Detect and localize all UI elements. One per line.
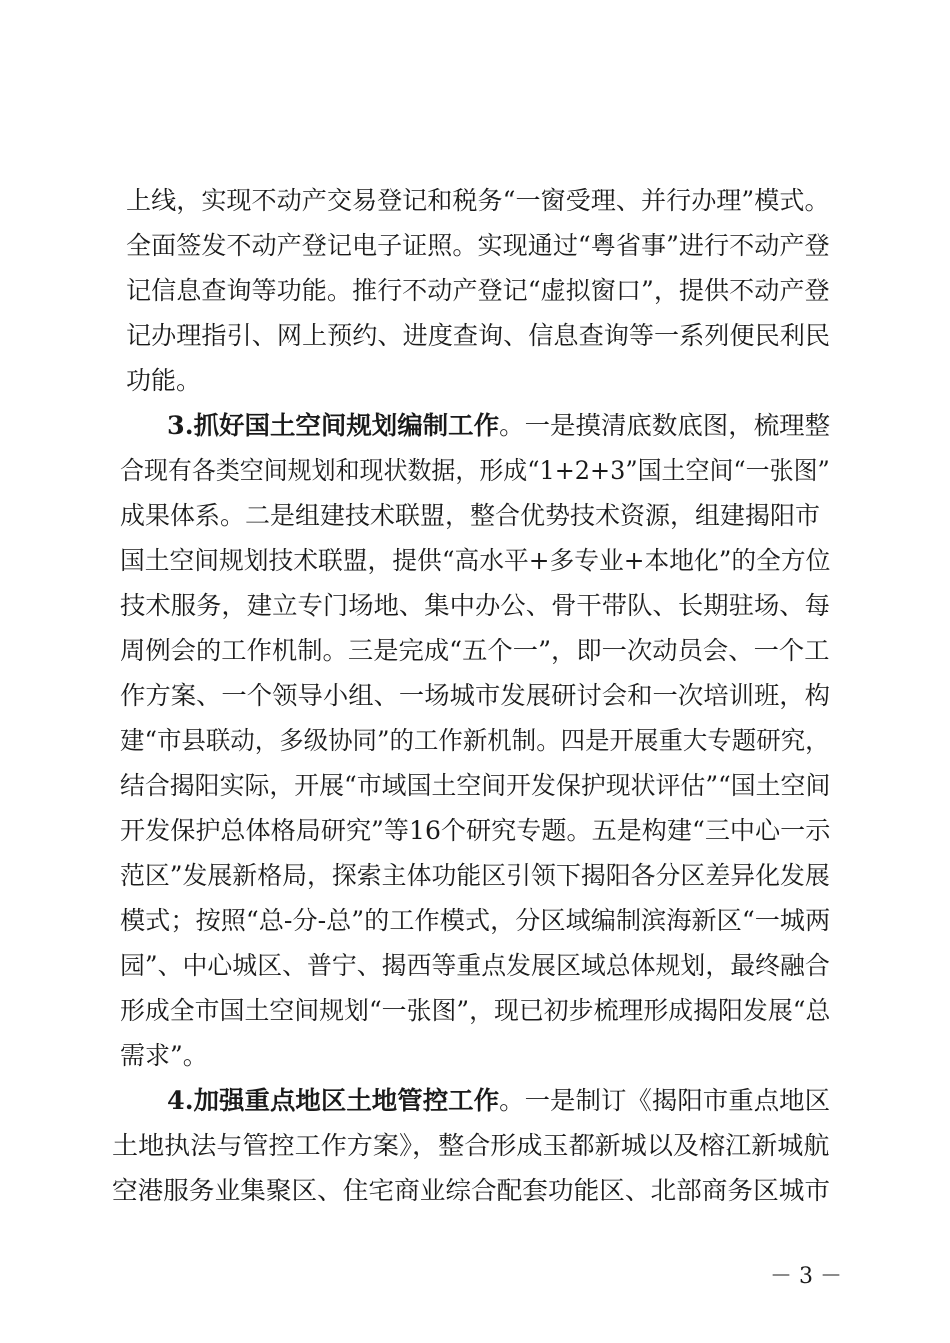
text-line [120, 541, 830, 581]
text-segment: 全面签发不动产登记电子证照。实现通过“粤省事”进行不动产登 [126, 231, 830, 260]
text-line [126, 181, 830, 221]
text-line [120, 856, 830, 896]
text-line [167, 406, 830, 446]
text-segment: 作方案、一个领导小组、一场城市发展研讨会和一次培训班，构 [120, 681, 831, 710]
text-segment: 园”、中心城区、普宁、揭西等重点发展区域总体规划，最终融合 [120, 951, 830, 980]
text-line [120, 586, 830, 626]
text-line [112, 1126, 829, 1166]
text-segment: 周例会的工作机制。三是完成“五个一”，即一次动员会、一个工 [120, 636, 830, 665]
text-line [120, 451, 830, 491]
text-segment: 技术服务，建立专门场地、集中办公、骨干带队、长期驻场、每 [120, 591, 831, 620]
text-segment: 记信息查询等功能。推行不动产登记“虚拟窗口”，提供不动产登 [126, 276, 830, 305]
text-segment: 。一是制订《揭阳市重点地区 [499, 1086, 831, 1115]
section-heading: 3.抓好国土空间规划编制工作 [167, 411, 500, 440]
text-line [126, 226, 830, 266]
text-segment: 形成全市国土空间规划“一张图”，现已初步梳理形成揭阳发展“总 [120, 996, 831, 1025]
text-segment: 结合揭阳实际，开展“市域国土空间开发保护现状评估”“国土空间 [120, 771, 831, 800]
text-segment: 。一是摸清底数底图，梳理整 [499, 411, 831, 440]
text-line [120, 496, 820, 536]
text-segment: 开发保护总体格局研究”等16个研究专题。五是构建“三中心一示 [120, 816, 831, 845]
text-segment: 范区”发展新格局，探索主体功能区引领下揭阳各分区差异化发展 [120, 861, 830, 890]
text-line [120, 991, 830, 1031]
text-segment: 空港服务业集聚区、住宅商业综合配套功能区、北部商务区城市 [112, 1176, 831, 1205]
text-line [126, 271, 830, 311]
text-line [120, 766, 830, 806]
text-segment: 上线，实现不动产交易登记和税务“一窗受理、并行办理”模式。 [126, 186, 830, 215]
text-line [167, 1081, 830, 1121]
section-heading: 4.加强重点地区土地管控工作 [167, 1086, 500, 1115]
text-line [126, 316, 830, 356]
text-line [120, 631, 830, 671]
text-segment: 需求”。 [120, 1041, 208, 1070]
text-segment: 合现有各类空间规划和现状数据，形成“1+2+3”国土空间“一张图” [120, 456, 830, 485]
text-line [120, 946, 830, 986]
text-segment: 功能。 [126, 366, 202, 395]
text-segment: 土地执法与管控工作方案》，整合形成玉都新城以及榕江新城航 [112, 1131, 830, 1160]
text-line [112, 1171, 830, 1211]
text-line [120, 1036, 208, 1076]
text-segment: 记办理指引、网上预约、进度查询、信息查询等一系列便民利民 [126, 321, 831, 350]
page-number: － 3 － [770, 1264, 842, 1289]
text-line [120, 811, 830, 851]
text-line [120, 721, 830, 761]
text-line [126, 361, 201, 401]
text-segment: 模式；按照“总-分-总”的工作模式，分区域编制滨海新区“一城两 [120, 906, 831, 935]
text-line [120, 676, 830, 716]
text-segment: 成果体系。二是组建技术联盟，整合优势技术资源，组建揭阳市 [120, 501, 821, 530]
text-segment: 国土空间规划技术联盟，提供“高水平+多专业+本地化”的全方位 [120, 546, 831, 575]
text-segment: 建“市县联动，多级协同”的工作新机制。四是开展重大专题研究， [120, 726, 830, 755]
text-line [120, 901, 830, 941]
